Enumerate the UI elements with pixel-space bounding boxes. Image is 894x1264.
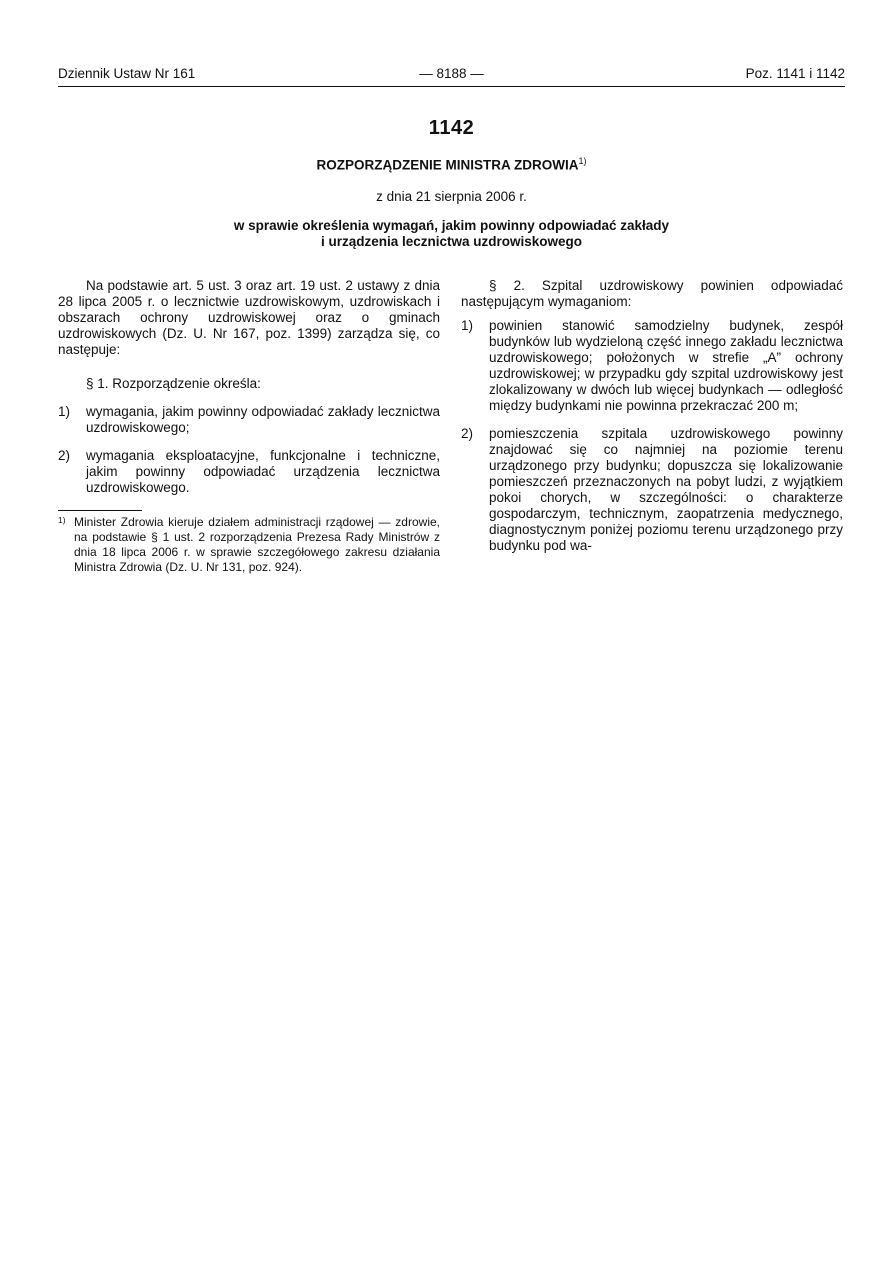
left-column <box>58 278 440 575</box>
footnote-divider <box>58 510 142 511</box>
list-text: powinien stanowić samodzielny budynek, zespół budynków lub wydzieloną część innego zakładu lecznictwa uzdrowiskowego; położonych w strefie „A” ochrony uzdrowiskowej; w przypadku gdy szpital uzdrowiskowy jest zlokalizowany w dwóch lub więcej budynkach — odległość między budynkami nie powinna przekraczać 200 m; <box>489 318 843 413</box>
list-number: 2) <box>461 426 474 441</box>
footnote-mark: 1) <box>58 515 66 525</box>
list-number: 2) <box>58 448 71 463</box>
act-subject-line-1: w sprawie określenia wymagań, jakim powinny odpowiadać zakłady <box>233 217 670 233</box>
section-2-intro: § 2. Szpital uzdrowiskowy powinien odpowiadać następującym wymaganiom: <box>461 278 843 309</box>
section-1-item-1 <box>58 404 440 436</box>
act-number: 1142 <box>428 117 475 139</box>
list-text: wymagania, jakim powinny odpowiadać zakłady lecznictwa uzdrowiskowego; <box>86 404 440 435</box>
act-subject-line-2: i urządzenia lecznictwa uzdrowiskowego <box>320 233 583 249</box>
list-number: 1) <box>58 404 71 419</box>
act-title <box>58 156 845 173</box>
act-subject <box>58 218 845 250</box>
act-date: z dnia 21 sierpnia 2006 r. <box>376 188 527 204</box>
section-1-intro: § 1. Rozporządzenie określa: <box>86 376 261 391</box>
section-2-item-1 <box>461 318 843 414</box>
section-2-item-2 <box>461 426 843 554</box>
section-1-item-2 <box>58 448 440 496</box>
preamble: Na podstawie art. 5 ust. 3 oraz art. 19 ust. 2 ustawy z dnia 28 lipca 2005 r. o lecznictwie uzdrowiskowym, uzdrowiskach i obszarach ochrony uzdrowiskowej oraz o gminach uzdrowiskowych (Dz. U. Nr 167, poz. 1399) zarządza się, co następuje: <box>58 278 440 357</box>
footnote <box>58 515 440 575</box>
position-reference: Poz. 1141 i 1142 <box>745 66 845 81</box>
list-text: pomieszczenia szpitala uzdrowiskowego powinny znajdować się co najmniej na poziomie terenu urządzonego przy budynku; dopuszcza się lokalizowanie pomieszczeń przeznaczonych na pobyt ludzi, z wyjątkiem pokoi chorych, w szczególności: o charakterze gospodarczym, technicznym, zaopatrzenia medycznego, diagnostycznym poniżej poziomu terenu urządzonego przy budynku pod wa- <box>489 426 843 553</box>
page-number: — 8188 — <box>419 66 484 81</box>
document-page <box>58 64 845 1234</box>
act-title-footnote-mark: 1) <box>578 156 587 166</box>
journal-name: Dziennik Ustaw Nr 161 <box>58 66 196 81</box>
running-header <box>58 64 845 87</box>
right-column <box>461 278 843 554</box>
list-text: wymagania eksploatacyjne, funkcjonalne i techniczne, jakim powinny odpowiadać urządzenia lecznictwa uzdrowiskowego. <box>86 448 440 495</box>
list-number: 1) <box>461 318 474 333</box>
footnote-text: Minister Zdrowia kieruje działem administracji rządowej — zdrowie, na podstawie § 1 ust. 2 rozporządzenia Prezesa Rady Ministrów z dnia 18 lipca 2006 r. w sprawie szczegółowego zakresu działania Ministra Zdrowia (Dz. U. Nr 131, poz. 924). <box>74 515 440 574</box>
act-title-text: ROZPORZĄDZENIE MINISTRA ZDROWIA <box>316 157 579 173</box>
